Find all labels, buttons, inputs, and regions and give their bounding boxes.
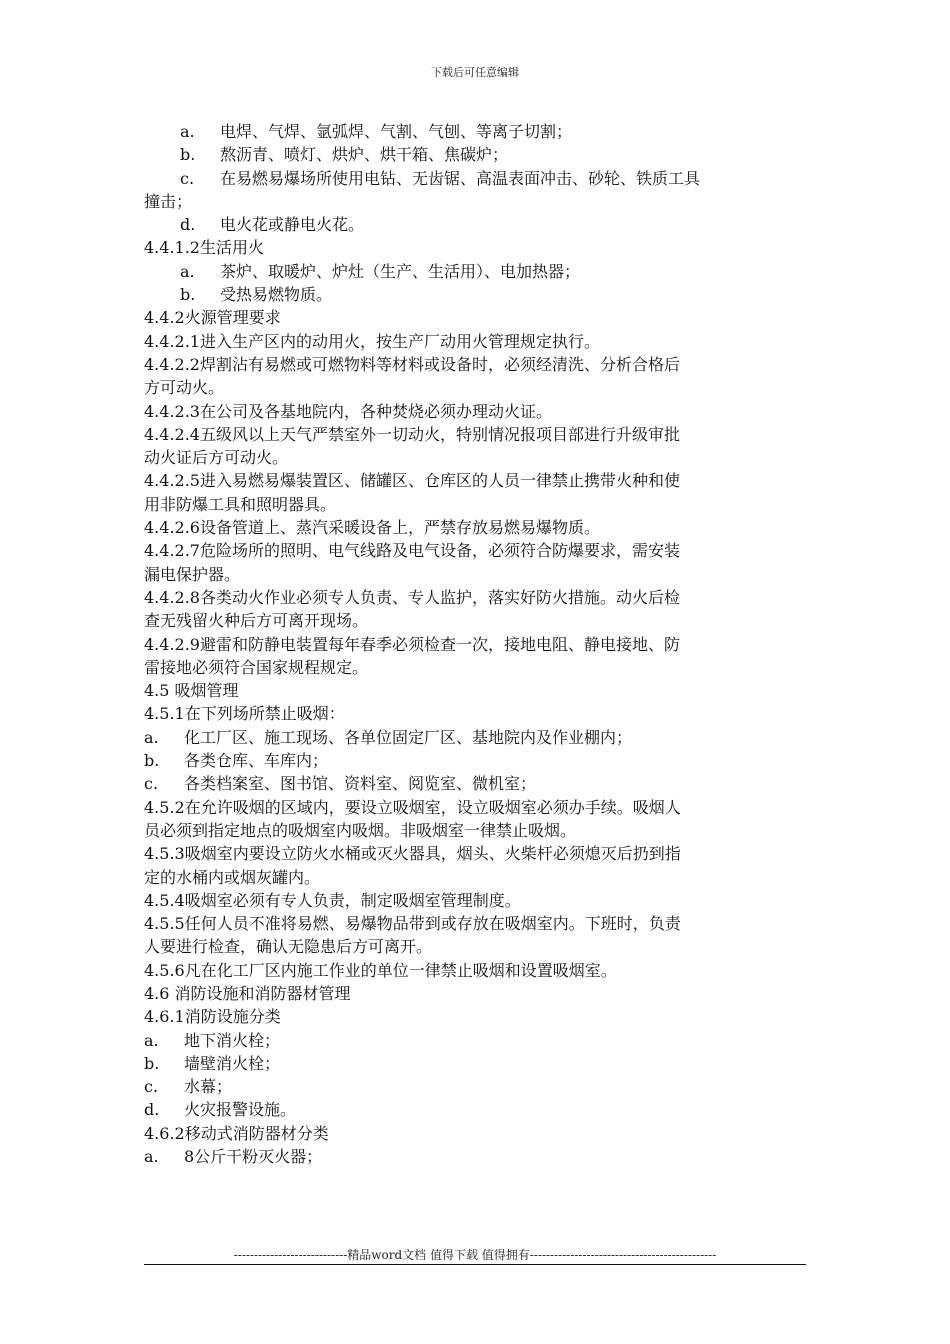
text-line (144, 190, 809, 213)
line-text: 4.6.2移动式消防器材分类 (144, 1123, 329, 1143)
text-line (144, 959, 809, 982)
text-line (144, 167, 809, 190)
text-line (144, 679, 809, 702)
line-text: 4.5.1在下列场所禁止吸烟： (144, 704, 345, 724)
line-text: 雷接地必须符合国家规程规定。 (144, 657, 369, 677)
text-line (144, 772, 809, 795)
text-line (144, 353, 809, 376)
list-marker: a. (144, 727, 159, 747)
list-marker: a. (180, 261, 195, 281)
line-text: 定的水桶内或烟灰罐内。 (144, 867, 321, 887)
line-text: 电火花或静电火花。 (220, 215, 365, 235)
text-line (144, 376, 809, 399)
line-text: 8公斤干粉灭火器； (184, 1147, 323, 1167)
list-marker: b. (180, 285, 196, 305)
text-line (144, 1005, 809, 1028)
text-line (144, 1145, 809, 1168)
line-text: 漏电保护器。 (144, 564, 241, 584)
line-text: 4.4.2.8各类动火作业必须专人负责、专人监护，落实好防火措施。动火后检 (144, 587, 680, 607)
document-body (144, 120, 809, 1168)
text-line (144, 633, 809, 656)
list-marker: b. (144, 1053, 160, 1073)
line-text: 查无残留火种后方可离开现场。 (144, 611, 369, 631)
text-line (144, 330, 809, 353)
line-text: 员必须到指定地点的吸烟室内吸烟。非吸烟室一律禁止吸烟。 (144, 820, 577, 840)
list-marker: d. (180, 215, 196, 235)
line-text: 4.4.2.9避雷和防静电装置每年春季必须检查一次，接地电阻、静电接地、防 (144, 634, 680, 654)
text-line (144, 702, 809, 725)
line-text: 熬沥青、喷灯、烘炉、烘干箱、焦碳炉； (220, 145, 509, 165)
text-line (144, 609, 809, 632)
text-line (144, 1122, 809, 1145)
line-text: 4.4.2.2焊割沾有易燃或可燃物料等材料或设备时，必须经清洗、分析合格后 (144, 354, 680, 374)
list-marker: a. (144, 1147, 159, 1167)
line-text: 4.4.1.2生活用火 (144, 238, 264, 258)
line-text: 受热易燃物质。 (220, 285, 333, 305)
line-text: 4.5.6凡在化工厂区内施工作业的单位一律禁止吸烟和设置吸烟室。 (144, 960, 617, 980)
line-text: 各类仓库、车库内； (184, 751, 329, 771)
line-text: 4.5 吸烟管理 (144, 681, 239, 701)
line-text: 4.6.1消防设施分类 (144, 1007, 281, 1027)
page-header: 下载后可任意编辑 (431, 66, 519, 79)
text-line (144, 656, 809, 679)
line-text: 火灾报警设施。 (184, 1100, 297, 1120)
text-line (144, 889, 809, 912)
text-line (144, 306, 809, 329)
line-text: 化工厂区、施工现场、各单位固定厂区、基地院内及作业棚内； (184, 727, 633, 747)
line-text: 4.6 消防设施和消防器材管理 (144, 983, 351, 1003)
text-line (144, 446, 809, 469)
text-line (144, 236, 809, 259)
line-text: 动火证后方可动火。 (144, 448, 289, 468)
line-text: 电焊、气焊、氩弧焊、气割、气刨、等离子切割； (220, 122, 573, 141)
line-text: 用非防爆工具和照明器具。 (144, 494, 337, 514)
line-text: 4.4.2.5进入易燃易爆装置区、储罐区、仓库区的人员一律禁止携带火种和使 (144, 471, 680, 491)
text-line (144, 935, 809, 958)
list-marker: a. (180, 122, 195, 141)
text-line (144, 912, 809, 935)
text-line (144, 749, 809, 772)
text-line (144, 260, 809, 283)
text-line (144, 423, 809, 446)
line-text: 撞击； (144, 191, 193, 211)
line-text: 4.5.5任何人员不准将易燃、易爆物品带到或存放在吸烟室内。下班时，负责 (144, 914, 681, 934)
list-marker: a. (144, 1030, 159, 1050)
line-text: 地下消火栓； (184, 1030, 281, 1050)
list-marker: c. (144, 1077, 159, 1097)
line-text: 4.4.2.6设备管道上、蒸汽采暖设备上，严禁存放易燃易爆物质。 (144, 518, 600, 538)
list-marker: c. (180, 168, 195, 188)
text-line (144, 796, 809, 819)
line-text: 4.5.4吸烟室必须有专人负责，制定吸烟室管理制度。 (144, 890, 521, 910)
line-text: 水幕； (184, 1077, 233, 1097)
line-text: 方可动火。 (144, 378, 225, 398)
text-line (144, 819, 809, 842)
list-marker: b. (144, 751, 160, 771)
list-marker: c. (144, 774, 159, 794)
text-line (144, 143, 809, 166)
line-text: 4.4.2.7危险场所的照明、电气线路及电气设备，必须符合防爆要求，需安装 (144, 541, 680, 561)
text-line (144, 1098, 809, 1121)
text-line (144, 469, 809, 492)
line-text: 各类档案室、图书馆、资料室、阅览室、微机室； (184, 774, 537, 794)
line-text: 4.4.2.3在公司及各基地院内，各种焚烧必须办理动火证。 (144, 401, 552, 421)
text-line (144, 1075, 809, 1098)
line-text: 茶炉、取暖炉、炉灶（生产、生活用）、电加热器； (220, 261, 581, 281)
list-marker: d. (144, 1100, 160, 1120)
text-line (144, 586, 809, 609)
text-line (144, 539, 809, 562)
text-line (144, 726, 809, 749)
line-text: 4.4.2.4五级风以上天气严禁室外一切动火，特别情况报项目部进行升级审批 (144, 424, 680, 444)
text-line (144, 493, 809, 516)
page-footer: ----------------------------精品word文档 值得下载 值得拥有---------------------------------------------- (233, 1248, 717, 1262)
line-text: 4.4.2.1进入生产区内的动用火，按生产厂动用火管理规定执行。 (144, 331, 600, 351)
footer-rule (144, 1264, 806, 1265)
text-line (144, 1052, 809, 1075)
line-text: 人要进行检查，确认无隐患后方可离开。 (144, 937, 433, 957)
list-marker: b. (180, 145, 196, 165)
text-line (144, 563, 809, 586)
line-text: 4.5.2在允许吸烟的区域内，要设立吸烟室，设立吸烟室必须办手续。吸烟人 (144, 797, 681, 817)
line-text: 4.5.3吸烟室内要设立防火水桶或灭火器具，烟头、火柴杆必须熄灭后扔到指 (144, 844, 681, 864)
line-text: 在易燃易爆场所使用电钻、无齿锯、高温表面冲击、砂轮、铁质工具 (220, 168, 701, 188)
text-line (144, 866, 809, 889)
text-line (144, 842, 809, 865)
line-text: 墙壁消火栓； (184, 1053, 281, 1073)
text-line (144, 516, 809, 539)
line-text: 4.4.2火源管理要求 (144, 308, 281, 328)
text-line (144, 213, 809, 236)
text-line (144, 283, 809, 306)
text-line (144, 400, 809, 423)
text-line (144, 120, 809, 143)
text-line (144, 1029, 809, 1052)
text-line (144, 982, 809, 1005)
